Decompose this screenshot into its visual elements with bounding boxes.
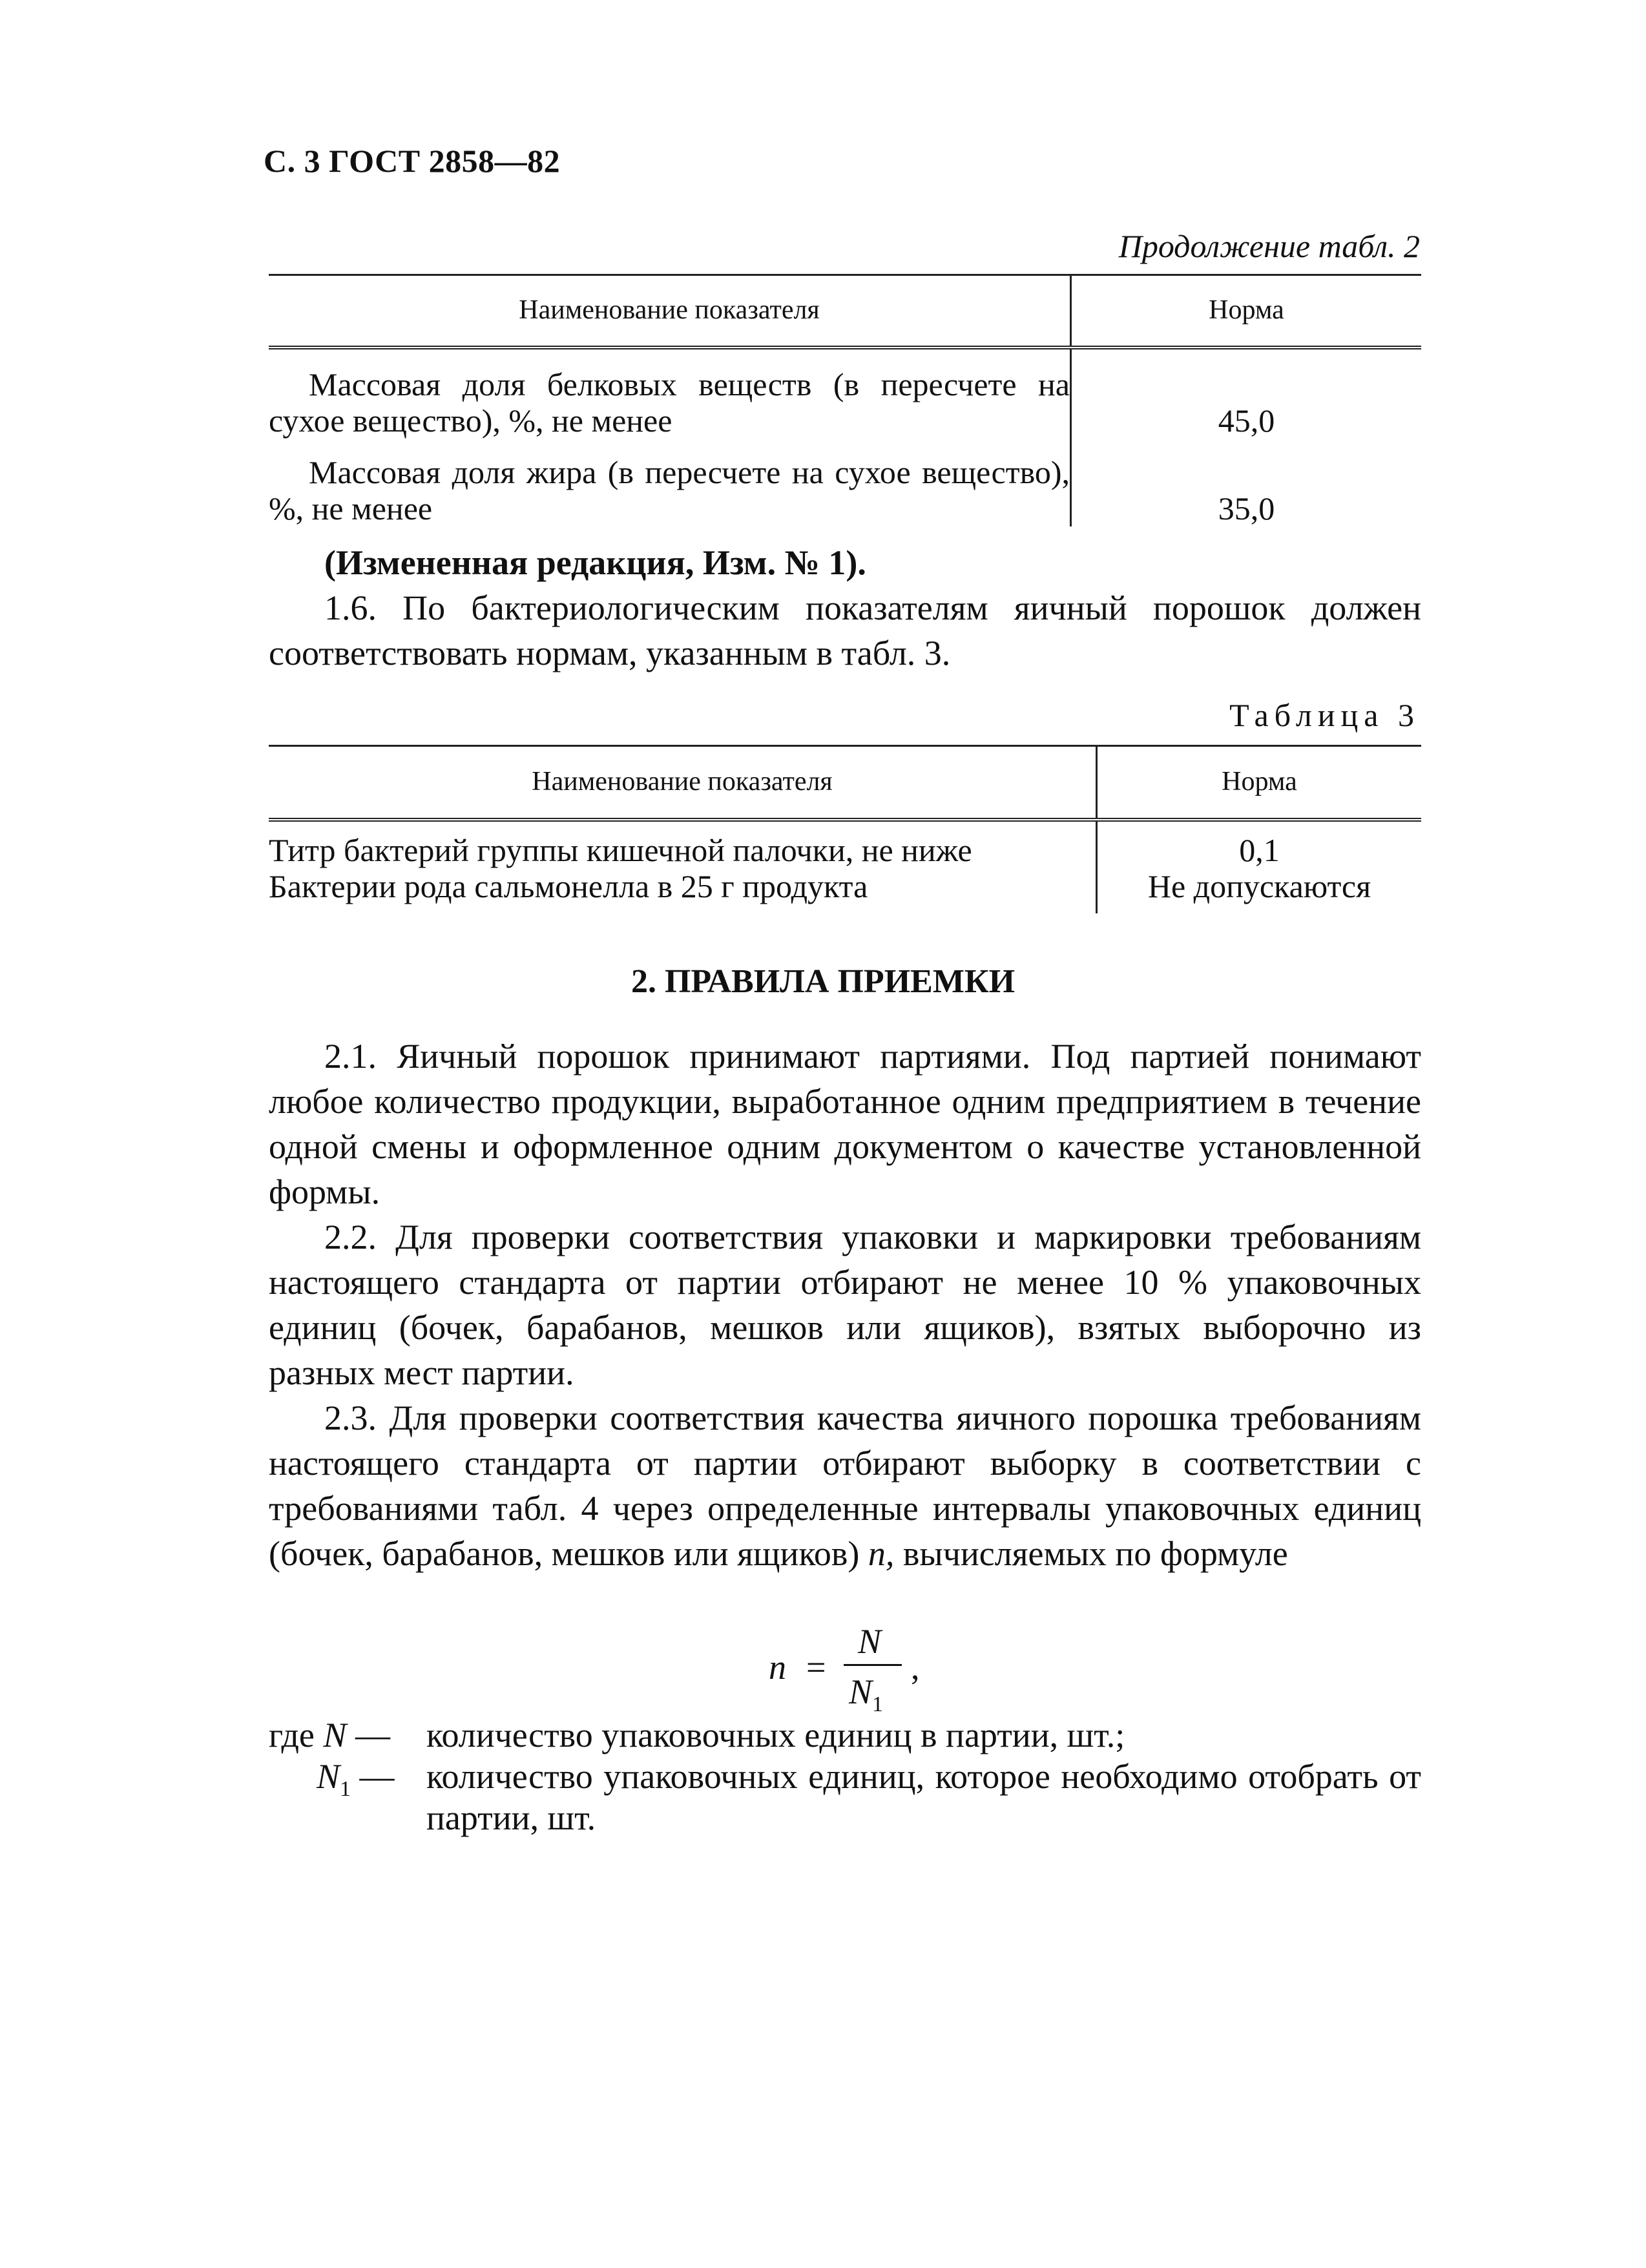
row-norm: 35,0	[1218, 490, 1275, 526]
paragraph-2-3-tail: вычисляемых по формуле	[902, 1534, 1288, 1573]
formula-comma: ,	[911, 1648, 920, 1687]
paragraph-2-3-text: 2.3. Для проверки соответствия качества яичного порошка требованиям настоящего стандарта от партии отбирают выборку в соответствии с требованиями табл. 4 через определенные интервалы упаковочных единиц (бочек, барабанов, мешков или ящиков)	[269, 1399, 1421, 1573]
column-header-norm: Норма	[1097, 746, 1422, 820]
page-header: С. 3 ГОСТ 2858—82	[264, 143, 561, 179]
table2-caption: Продолжение табл. 2	[1118, 228, 1420, 264]
table-row	[269, 820, 1421, 868]
row-name: Бактерии рода сальмонелла в 25 г продукта	[269, 868, 1097, 913]
table-2	[269, 274, 1421, 526]
where-definition: количество упаковочных единиц в партии, шт.;	[426, 1716, 1125, 1754]
table3-caption: Таблица 3	[1229, 697, 1420, 733]
table-header-row	[269, 275, 1421, 348]
formula-numerator: N	[858, 1622, 882, 1661]
table-3	[269, 745, 1421, 913]
where-item	[269, 1756, 1421, 1846]
formula	[769, 1621, 937, 1718]
paragraph-2-2: 2.2. Для проверки соответствия упаковки и маркировки требованиям настоящего стандарта от партии отбирают не менее 10 % упаковочных единиц (бочек, барабанов, мешков или ящиков), взятых выборочно из разных мест партии.	[269, 1218, 1421, 1392]
paragraph-2-1: 2.1. Яичный порошок принимают партиями. Под партией понимают любое количество продукции, выработанное одним предприятием в течение одной смены и оформленное одним документом о качестве установленной формы.	[269, 1037, 1421, 1211]
row-name: Массовая доля жира (в пересчете на сухое вещество), %, не менее	[269, 439, 1071, 526]
formula-lhs: n	[769, 1648, 786, 1687]
row-norm: 45,0	[1218, 402, 1275, 439]
row-norm: 0,1	[1239, 832, 1280, 868]
variable-n: n,	[868, 1534, 895, 1573]
formula-denominator: $N_1$	[849, 1672, 884, 1716]
where-definition: количество упаковочных единиц, которое необходимо отобрать от партии, шт.	[426, 1757, 1421, 1837]
amendment-note: (Измененная редакция, Изм. № 1).	[324, 543, 866, 582]
where-term: где N —	[269, 1716, 390, 1754]
paragraph-1-6: 1.6. По бактериологическим показателям яичный порошок должен соответствовать нормам, указанным в табл. 3.	[269, 588, 1421, 672]
table-row	[269, 868, 1421, 913]
where-term: $N_1$ —	[317, 1757, 395, 1801]
column-header-norm: Норма	[1071, 275, 1422, 348]
column-header-name: Наименование показателя	[269, 746, 1097, 820]
section-title: 2. ПРАВИЛА ПРИЕМКИ	[630, 963, 1016, 1000]
fraction-bar	[844, 1664, 902, 1666]
table-row	[269, 439, 1421, 526]
where-item	[269, 1714, 1421, 1760]
row-name: Массовая доля белковых веществ (в пересчете на сухое вещество), %, не менее	[269, 348, 1071, 439]
row-norm: Не допускаются	[1147, 868, 1371, 904]
formula-equals: =	[806, 1648, 826, 1687]
paragraph-2-3	[269, 1395, 1421, 1576]
table-row	[269, 348, 1421, 439]
row-name: Титр бактерий группы кишечной палочки, не ниже	[269, 820, 1097, 868]
column-header-name: Наименование показателя	[269, 275, 1071, 348]
table-header-row	[269, 746, 1421, 820]
